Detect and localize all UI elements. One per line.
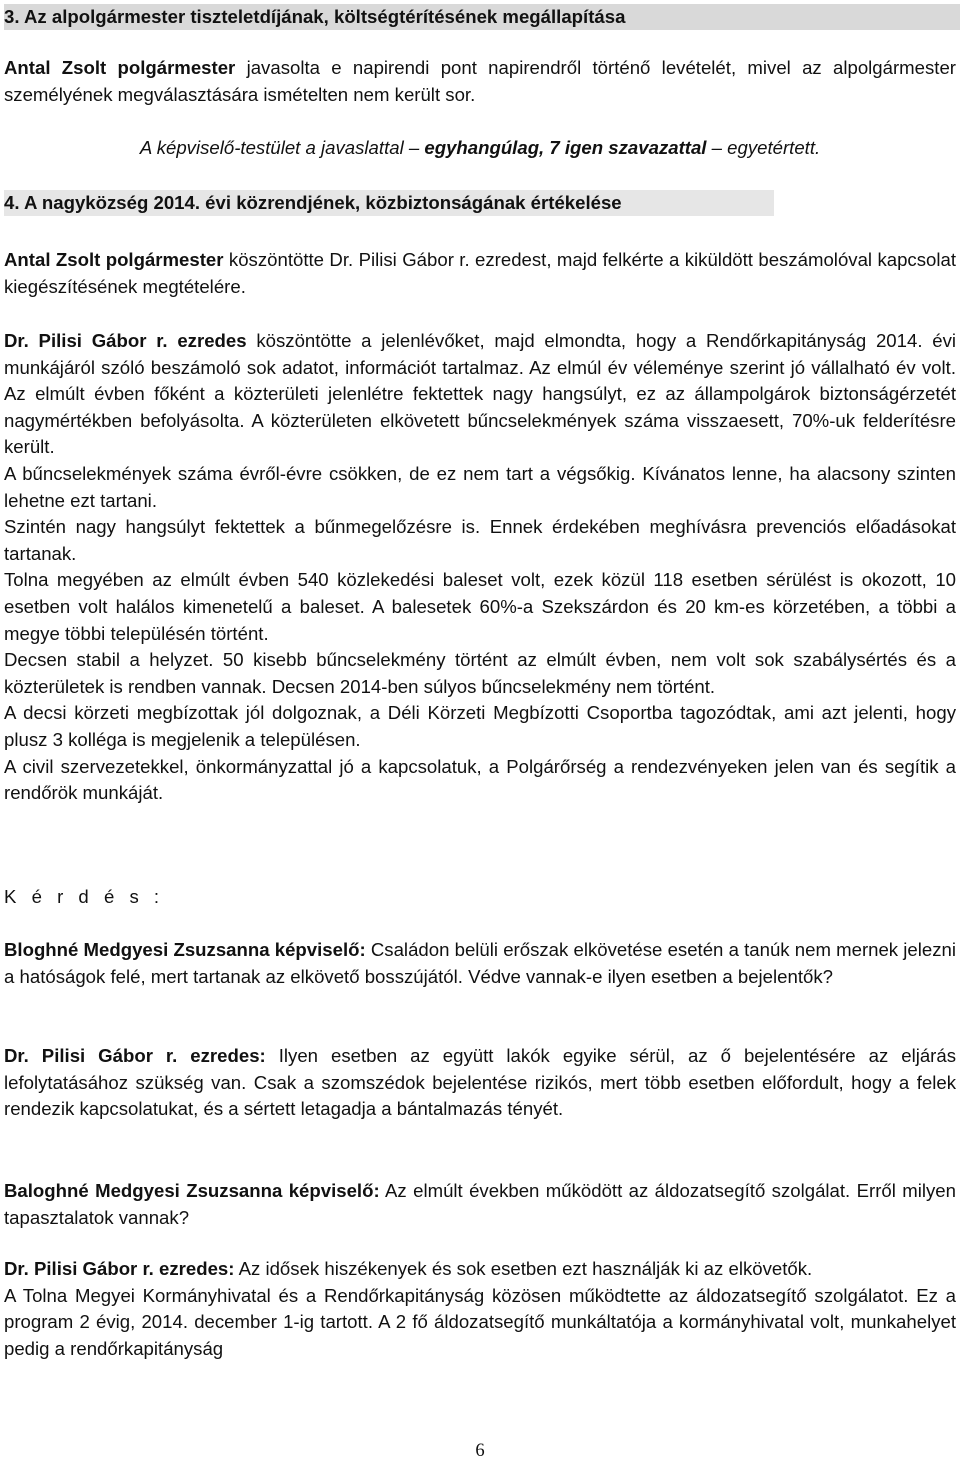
- speaker-name: Dr. Pilisi Gábor r. ezredes:: [4, 1258, 235, 1279]
- vote-text-b: egyhangúlag, 7 igen szavazattal: [424, 137, 707, 158]
- section-heading-3: 3. Az alpolgármester tiszteletdíjának, költségtérítésének megállapítása: [4, 4, 960, 30]
- speaker-name: Baloghné Medgyesi Zsuzsanna képviselő:: [4, 1180, 380, 1201]
- paragraph-text: Az idősek hiszékenyek és sok esetben ezt használják ki az elkövetők.: [234, 1258, 813, 1279]
- paragraph-text: Ilyen esetben az együtt lakók egyike sérül, az ő bejelentésére az eljárás lefolytatásához szükség van. Csak a szomszédok bejelentése rizikós, mert több esetben előfordult, hogy a felek rendezik kapcsolatukat, és a sértett letagadja a bántalmazás tényét.: [4, 1045, 956, 1120]
- answer-2: [4, 1256, 956, 1362]
- paragraph-last: A Tolna Megyei Kormányhivatal és a Rendőrkapitányság közösen működtette az áldozatsegítő szolgálatot. Ez a program 2 évig, 2014. december 1-ig tartott. A 2 fő áldozatsegítő munkáltatója a kormányhivatal volt, munkahelyet pedig a rendőrkapitányság: [4, 1284, 956, 1359]
- speaker-name: Antal Zsolt polgármester: [4, 57, 236, 78]
- question-2: [4, 1178, 956, 1231]
- paragraph-text: Az elmúlt években működött az áldozatsegítő szolgálat. Erről milyen tapasztalatok vannak?: [4, 1180, 956, 1228]
- paragraph-intro-3: [4, 55, 956, 108]
- speaker-name: Antal Zsolt polgármester: [4, 249, 224, 270]
- paragraph-greeting: [4, 247, 956, 300]
- paragraph-crime: A bűncselekmények száma évről-évre csökken, de ez nem tart a végsőkig. Kívánatos lenne, ha alacsony szinten lehetne ezt tartani.: [4, 462, 956, 511]
- paragraph-decsen: Decsen stabil a helyzet. 50 kisebb bűncselekmény történt az elmúlt évben, nem volt sok szabálysértés és a közterületek is rendben vannak. Decsen 2014-ben súlyos bűncselekmény nem történt.: [4, 649, 956, 697]
- paragraph-text: javasolta e napirendi pont napirendről történő levételét, mivel az alpolgármester személyének megválasztására ismételten nem került sor.: [4, 57, 956, 105]
- paragraph-text: köszöntötte a jelenlévőket, majd elmondta, hogy a Rendőrkapitányság 2014. évi munkájáról szóló beszámoló sok adatot, információt tartalmaz. Az elmúl év véleménye szerint jó vállalható év volt. Az elmúlt évben főként a közterületi jelenlétre fektettek nagy hangsúlyt, ez az állampolgárok biztonságérzetét nagymértékben befolyásolta. A közterületen elkövetett bűncselekmények száma visszaesett, 70%-uk felderítésre került.: [4, 330, 957, 458]
- paragraph-korzeti: A decsi körzeti megbízottak jól dolgoznak, a Déli Körzeti Megbízotti Csoportba tagozódtak, ami azt jelenti, hogy plusz 3 kolléga is megjelenik a településen.: [4, 702, 956, 750]
- questions-label: K é r d é s :: [4, 886, 165, 907]
- page-number: 6: [475, 1440, 485, 1461]
- paragraph-text: Családon belüli erőszak elkövetése esetén a tanúk nem mernek jelezni a hatóságok felé, mert tartanak az elkövető bosszújától. Védve vannak-e ilyen esetben a bejelentők?: [4, 939, 957, 987]
- speaker-name: Dr. Pilisi Gábor r. ezredes:: [4, 1045, 266, 1066]
- vote-text-a: A képviselő-testület a javaslattal –: [139, 137, 425, 158]
- vote-text-c: – egyetértett.: [706, 137, 821, 158]
- question-1: [4, 937, 956, 990]
- speaker-name: Dr. Pilisi Gábor r. ezredes: [4, 330, 247, 351]
- section-heading-4: 4. A nagyközség 2014. évi közrendjének, közbiztonságának értékelése: [4, 190, 774, 216]
- answer-1: [4, 1043, 956, 1123]
- paragraph-text: köszöntötte Dr. Pilisi Gábor r. ezredest, majd felkérte a kiküldött beszámolóval kapcsolat kiegészítésének megtételére.: [4, 249, 957, 297]
- paragraph-civil: A civil szervezetekkel, önkormányzattal jó a kapcsolatuk, a Polgárőrség a rendezvényeken jelen van és segítik a rendőrök munkáját.: [4, 755, 956, 804]
- vote-result: [4, 135, 956, 162]
- speaker-name: Bloghné Medgyesi Zsuzsanna képviselő:: [4, 939, 366, 960]
- paragraph-report: [4, 328, 956, 807]
- paragraph-prevention: Szintén nagy hangsúlyt fektettek a bűnmegelőzésre is. Ennek érdekében meghívásra prevenciós előadásokat tartanak.: [4, 516, 956, 564]
- paragraph-tolna: Tolna megyében az elmúlt évben 540 közlekedési baleset volt, ezek közül 118 esetben sérülést is okozott, 10 esetben volt halálos kimenetelű a baleset. A balesetek 60%-a Szekszárdon és 20 km-es körzetében, a többi a megye többi településén történt.: [4, 569, 956, 644]
